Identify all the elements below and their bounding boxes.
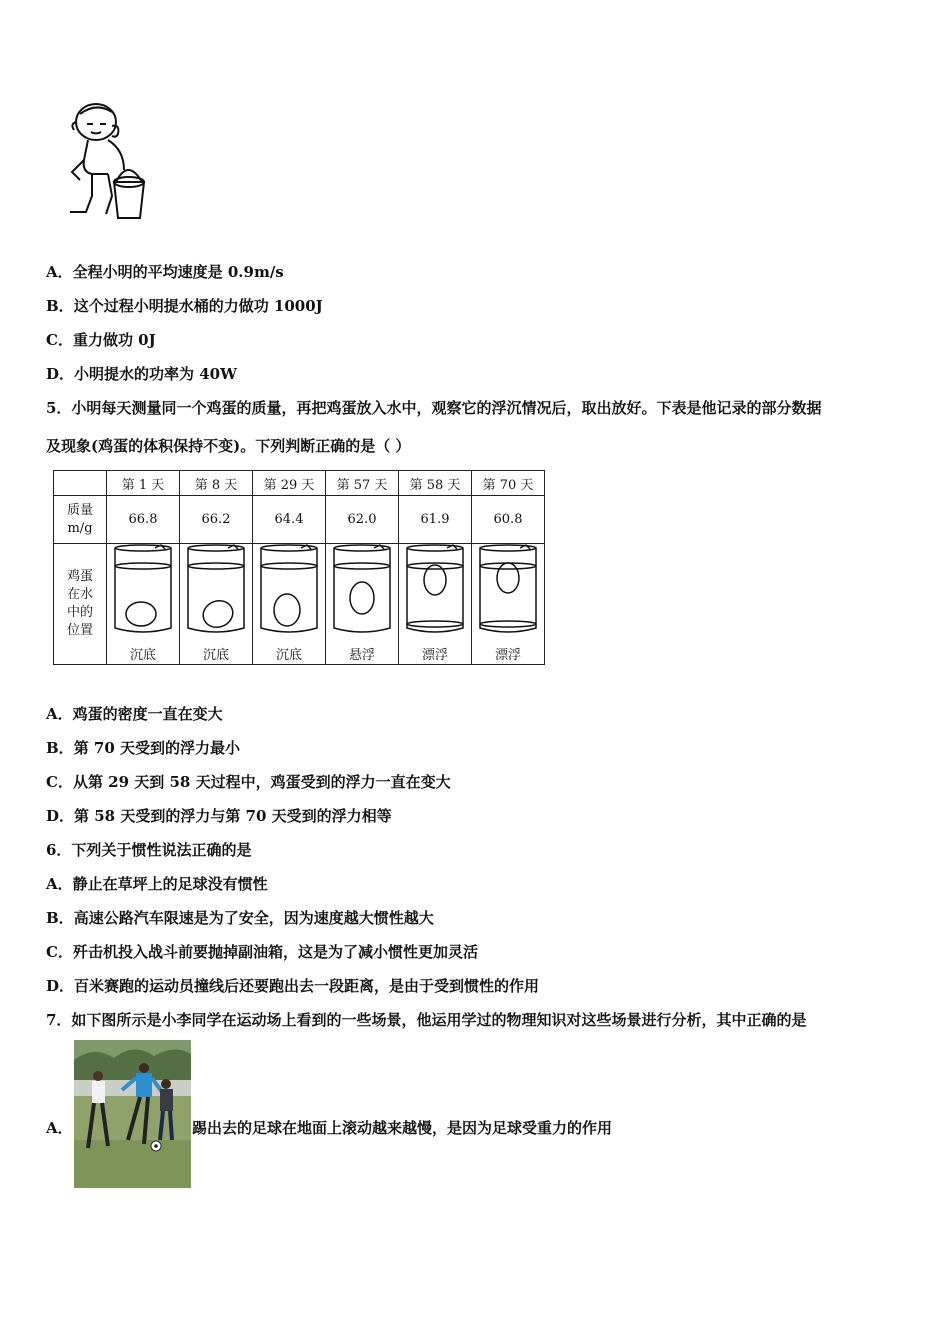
q5-option-c: C．从第 29 天到 58 天过程中，鸡蛋受到的浮力一直在变大	[46, 773, 451, 791]
boy-carrying-bucket-illustration	[62, 100, 152, 226]
beaker-cell: 悬浮	[326, 544, 399, 665]
beaker-float-icon	[399, 544, 471, 640]
beaker-sink-icon	[253, 544, 325, 640]
q7-stem: 7．如下图所示是小李同学在运动场上看到的一些场景，他运用学过的物理知识对这些场景进行分析，其中正确的是	[46, 1011, 807, 1029]
mass-cell: 60.8	[472, 496, 545, 544]
q6-stem: 6．下列关于惯性说法正确的是	[46, 841, 252, 859]
mass-row-label: 质量 m/g	[54, 496, 107, 544]
q6-option-c: C．歼击机投入战斗前要抛掉副油箱，这是为了减小惯性更加灵活	[46, 943, 478, 961]
day-header: 第 70 天	[472, 471, 545, 496]
q4-option-b: B．这个过程小明提水桶的力做功 1000J	[46, 297, 323, 315]
beaker-float-icon	[472, 544, 544, 640]
beaker-cell: 沉底	[253, 544, 326, 665]
beaker-cell: 漂浮	[472, 544, 545, 665]
beaker-cell: 沉底	[180, 544, 253, 665]
position-row-label: 鸡蛋 在水 中的 位置	[54, 544, 107, 665]
day-header: 第 57 天	[326, 471, 399, 496]
q7-option-a-text: 踢出去的足球在地面上滚动越来越慢，是因为足球受重力的作用	[192, 1119, 613, 1137]
q4-option-d: D．小明提水的功率为 40W	[46, 365, 237, 383]
beaker-cell: 沉底	[107, 544, 180, 665]
q5-stem-line2: 及现象(鸡蛋的体积保持不变)。下列判断正确的是（ ）	[46, 437, 411, 455]
q5-option-d: D．第 58 天受到的浮力与第 70 天受到的浮力相等	[46, 807, 392, 825]
q5-option-b: B．第 70 天受到的浮力最小	[46, 739, 241, 757]
q4-option-a: A．全程小明的平均速度是 0.9m/s	[46, 263, 284, 281]
day-header: 第 58 天	[399, 471, 472, 496]
day-header: 第 29 天	[253, 471, 326, 496]
mass-cell: 61.9	[399, 496, 472, 544]
mass-cell: 66.2	[180, 496, 253, 544]
q5-stem-line1: 5．小明每天测量同一个鸡蛋的质量，再把鸡蛋放入水中，观察它的浮沉情况后，取出放好。下表是他记录的部分数据	[46, 399, 822, 417]
mass-cell: 64.4	[253, 496, 326, 544]
q6-option-d: D．百米赛跑的运动员撞线后还要跑出去一段距离，是由于受到惯性的作用	[46, 977, 540, 995]
beaker-cell: 漂浮	[399, 544, 472, 665]
q7-option-a-letter: A．	[46, 1119, 73, 1137]
mass-cell: 62.0	[326, 496, 399, 544]
beaker-sink-icon	[180, 544, 252, 640]
q6-option-a: A．静止在草坪上的足球没有惯性	[46, 875, 268, 893]
day-header: 第 1 天	[107, 471, 180, 496]
beaker-suspend-icon	[326, 544, 398, 640]
beaker-sink-icon	[107, 544, 179, 640]
football-players-photo	[74, 1040, 191, 1188]
q6-option-b: B．高速公路汽车限速是为了安全，因为速度越大惯性越大	[46, 909, 434, 927]
mass-cell: 66.8	[107, 496, 180, 544]
q4-option-c: C．重力做功 0J	[46, 331, 156, 349]
egg-data-table	[53, 470, 545, 665]
day-header: 第 8 天	[180, 471, 253, 496]
q5-option-a: A．鸡蛋的密度一直在变大	[46, 705, 223, 723]
